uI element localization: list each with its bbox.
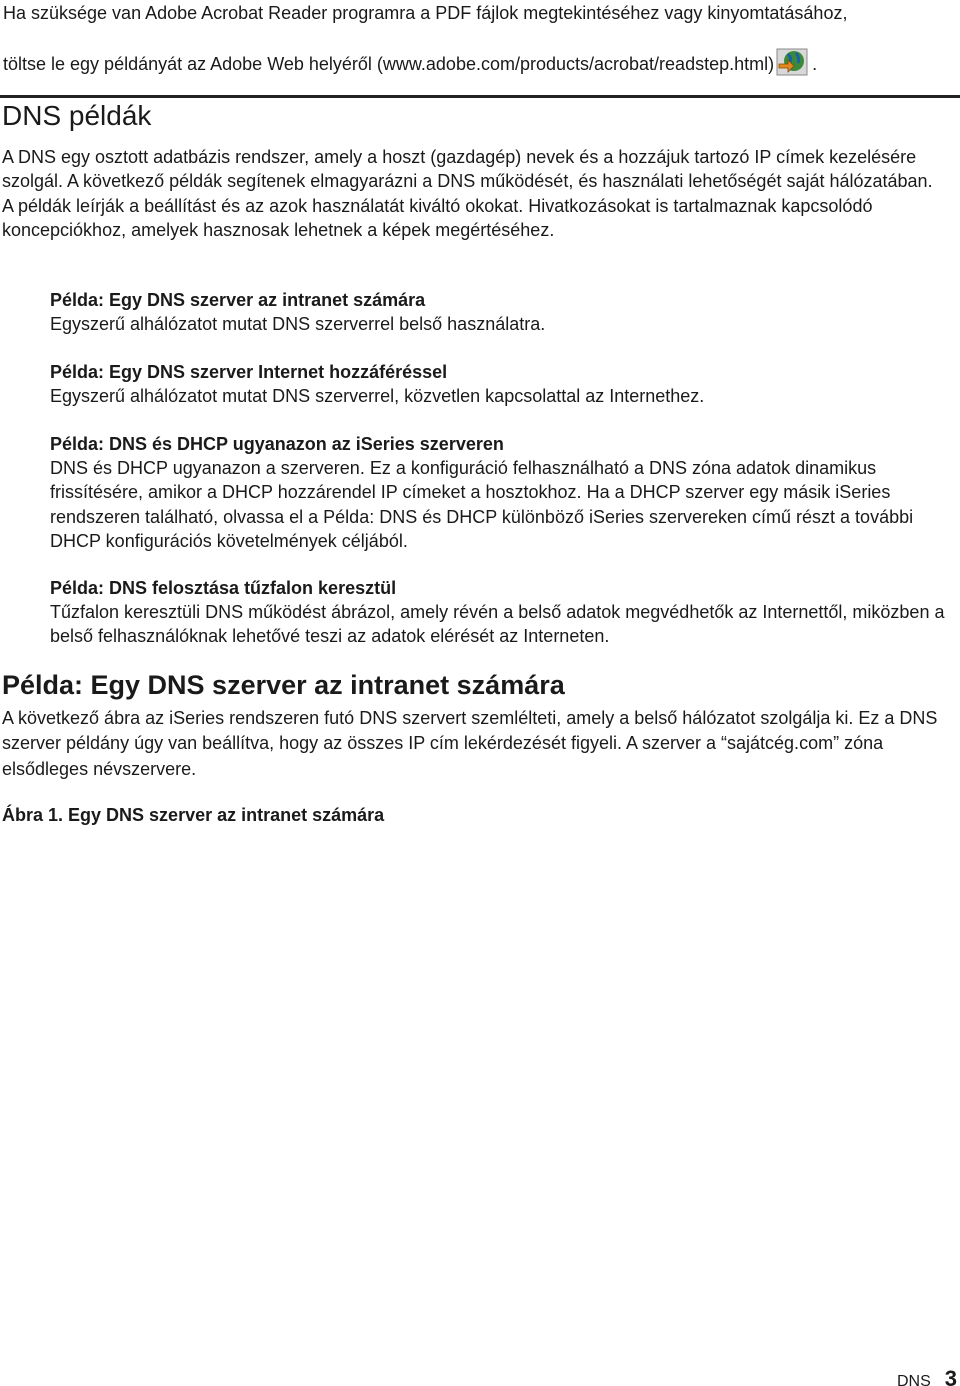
- example-link[interactable]: Példa: DNS felosztása tűzfalon keresztül: [50, 578, 397, 598]
- example-link[interactable]: Példa: Egy DNS szerver az intranet számára: [50, 290, 426, 310]
- acrobat-notice-end: .: [812, 54, 818, 74]
- example-link[interactable]: Példa: Egy DNS szerver Internet hozzáféréssel: [50, 362, 448, 382]
- example-link[interactable]: Példa: DNS és DHCP ugyanazon az iSeries szerveren: [50, 434, 504, 454]
- section-divider: [0, 95, 960, 98]
- section-title: DNS példák: [2, 100, 152, 131]
- acrobat-notice-line-1: Ha szüksége van Adobe Acrobat Reader programra a PDF fájlok megtekintéséhez vagy kinyomtatásához,: [3, 3, 848, 23]
- section-intro: A DNS egy osztott adatbázis rendszer, amely a hoszt (gazdagép) nevek és a hozzájuk tartozó IP címek kezelésére szolgál. A következő példák segítenek elmagyarázni a DNS működését, és használati lehetőségét saját hálózatában. A példák leírják a beállítást és az azok használatát kiváltó okokat. Hivatkozásokat is tartalmaznak kapcsolódó koncepciókhoz, amelyek hasznosak lehetnek a képek megértéséhez.: [2, 147, 933, 240]
- external-link-globe-icon[interactable]: [776, 48, 808, 76]
- subsection-title: Példa: Egy DNS szerver az intranet számára: [2, 670, 565, 700]
- example-item: [50, 432, 955, 553]
- example-description: Tűzfalon keresztüli DNS működést ábrázol, amely révén a belső adatok megvédhetők az Internettől, miközben a belső felhasználóknak lehetővé teszi az adatok elérését az Interneten.: [50, 602, 945, 647]
- footer-label: DNS: [896, 1373, 931, 1386]
- subsection-paragraph: A következő ábra az iSeries rendszeren futó DNS szervert szemlélteti, amely a belső hálózatot szolgálja ki. Ez a DNS szerver példány úgy van beállítva, hogy az összes IP cím lekérdezését figyeli. A szerver a “sajátcég.com” zóna elsődleges névszervere.: [2, 708, 938, 779]
- example-description: Egyszerű alhálózatot mutat DNS szerverrel belső használatra.: [50, 314, 546, 334]
- acrobat-notice-line-2: [3, 48, 817, 76]
- example-item: [50, 360, 955, 408]
- figure-caption: Ábra 1. Egy DNS szerver az intranet számára: [2, 805, 385, 825]
- example-item: [50, 288, 955, 336]
- example-description: Egyszerű alhálózatot mutat DNS szerverrel, közvetlen kapcsolattal az Internethez.: [50, 386, 705, 406]
- acrobat-download-link[interactable]: töltse le egy példányát az Adobe Web helyéről (www.adobe.com/products/acrobat/readstep.html): [3, 54, 775, 74]
- page-footer: [897, 1366, 957, 1386]
- page-number: 3: [944, 1366, 957, 1386]
- example-item: [50, 576, 955, 649]
- example-description: DNS és DHCP ugyanazon a szerveren. Ez a konfiguráció felhasználható a DNS zóna adatok dinamikus frissítésére, amikor a DHCP hozzárendel IP címeket a hosztokhoz. Ha a DHCP szerver egy másik iSeries rendszeren található, olvassa el a Példa: DNS és DHCP különböző iSeries szervereken című részt a további DHCP konfigurációs követelmények céljából.: [50, 458, 914, 551]
